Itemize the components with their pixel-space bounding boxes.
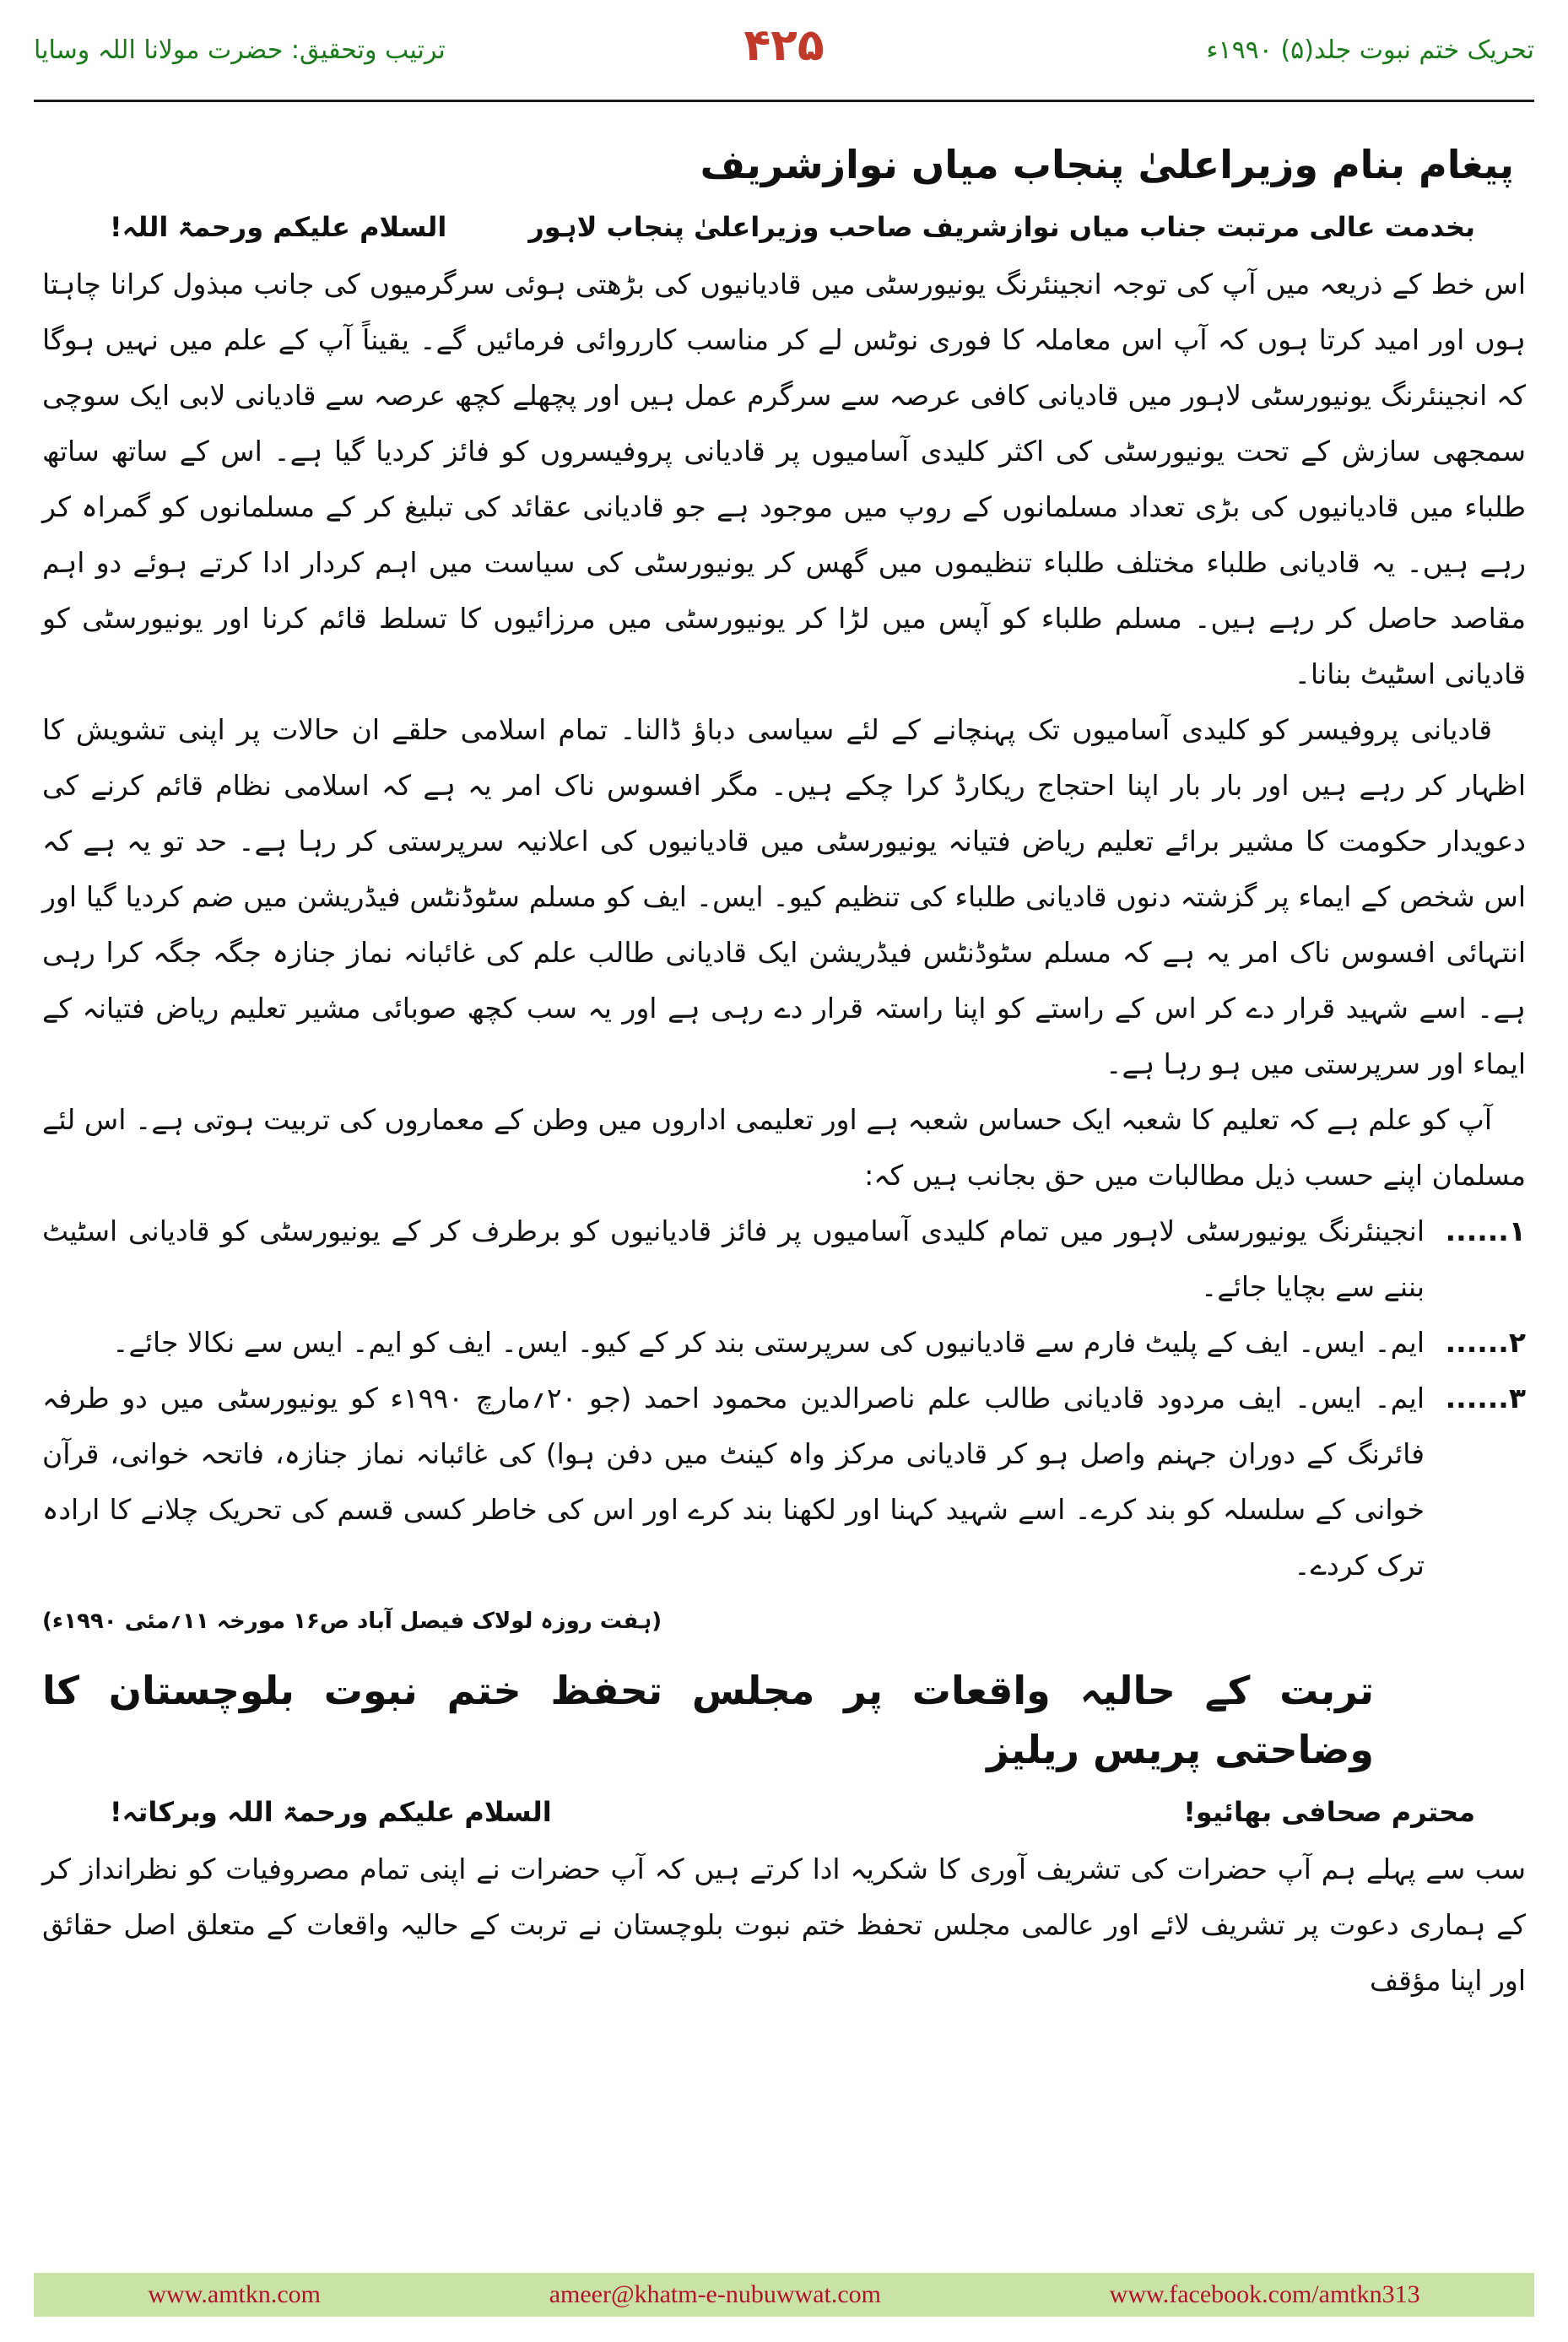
page-content (42, 135, 1526, 2009)
demand-number: ۳...... (1445, 1382, 1526, 1414)
demand-number: ۲...... (1445, 1326, 1526, 1359)
page-footer (34, 2273, 1534, 2317)
letter-paragraph: اس خط کے ذریعہ میں آپ کی توجہ انجینئرنگ یونیورسٹی میں قادیانیوں کی بڑھتی ہوئی سرگرمیوں کی جانب مبذول کرانا چاہتا ہوں اور امید کرتا ہوں کہ آپ اس معاملہ کا فوری نوٹس لے کر مناسب کارروائی فرمائیں گے۔ یقیناً آپ کے علم میں نہیں ہوگا کہ انجینئرنگ یونیورسٹی لاہور میں قادیانی کافی عرصہ سے سرگرم عمل ہیں اور پچھلے کچھ عرصہ سے قادیانی لابی ایک سوچی سمجھی سازش کے تحت یونیورسٹی کی اکثر کلیدی آسامیوں پر قادیانی پروفیسروں کو فائز کردیا گیا ہے۔ اس کے ساتھ ساتھ طلباء میں قادیانیوں کی بڑی تعداد مسلمانوں کے روپ میں موجود ہے جو قادیانی عقائد کی تبلیغ کر کے مسلمانوں کو گمراہ کر رہے ہیں۔ یہ قادیانی طلباء مختلف طلباء تنظیموں میں گھس کر یونیورسٹی کی سیاست میں اہم کردار ادا کرتے ہوئے دو اہم مقاصد حاصل کر رہے ہیں۔ مسلم طلباء کو آپس میں لڑا کر یونیورسٹی میں مرزائیوں کا تسلط قائم کرنا اور یونیورسٹی کو قادیانی اسٹیٹ بنانا۔ (42, 268, 1526, 690)
demand-number: ۱...... (1445, 1214, 1526, 1247)
letter-salutation (42, 203, 1526, 252)
letter-greeting: السلام علیکم ورحمۃ اللہ! (110, 211, 447, 243)
email-link[interactable]: ameer@khatm-e-nubuwwat.com (549, 2280, 881, 2308)
demand-text: ایم۔ ایس۔ ایف مردود قادیانی طالب علم ناصرالدین محمود احمد (جو ۲۰؍مارچ ۱۹۹۰ء کو یونیورسٹی میں دو طرفہ فائرنگ کے دوران جہنم واصل ہو کر قادیانی مرکز واہ کینٹ میں دفن ہوا) کی غائبانہ نماز جنازہ، فاتحہ خوانی، قرآن خوانی کے سلسلہ کو بند کرے۔ اسے شہید کہنا اور لکھنا بند کرے اور اس کی خاطر کسی قسم کی تحریک چلانے کا ارادہ ترک کردے۔ (42, 1382, 1425, 1582)
page-header (34, 20, 1534, 88)
demand-text: انجینئرنگ یونیورسٹی لاہور میں تمام کلیدی آسامیوں پر فائز قادیانیوں کو برطرف کر کے یونیورسٹی کو قادیانی اسٹیٹ بننے سے بچایا جائے۔ (42, 1214, 1425, 1303)
compiler-credit: ترتیب وتحقیق: حضرت مولانا اللہ وسایا (34, 35, 446, 65)
press-greeting: السلام علیکم ورحمۃ اللہ وبرکاتہ! (110, 1796, 552, 1828)
page-number: ۴۲۵ (743, 20, 825, 71)
letter-title: پیغام بنام وزیراعلیٰ پنجاب میاں نوازشریف (700, 142, 1514, 187)
press-address: محترم صحافی بھائیو! (1183, 1796, 1475, 1828)
facebook-link[interactable]: www.facebook.com/amtkn313 (1109, 2280, 1420, 2308)
demand-item (42, 1315, 1526, 1371)
source-citation-row (42, 1593, 1526, 1649)
press-release-title: تربت کے حالیہ واقعات پر مجلس تحفظ ختم نبوت بلوچستان کا وضاحتی پریس ریلیز (42, 1668, 1374, 1772)
book-title: تحریک ختم نبوت جلد(۵) ۱۹۹۰ء (1206, 35, 1534, 65)
demand-item (42, 1371, 1526, 1593)
letter-address: بخدمت عالی مرتبت جناب میاں نوازشریف صاحب وزیراعلیٰ پنجاب لاہور (528, 211, 1475, 243)
letter-paragraph: آپ کو علم ہے کہ تعلیم کا شعبہ ایک حساس شعبہ ہے اور تعلیمی اداروں میں وطن کے معماروں کی تربیت ہوتی ہے۔ اس لئے مسلمان اپنے حسب ذیل مطالبات میں حق بجانب ہیں کہ: (42, 1103, 1526, 1192)
letter-paragraph: قادیانی پروفیسر کو کلیدی آسامیوں تک پہنچانے کے لئے سیاسی دباؤ ڈالنا۔ تمام اسلامی حلقے ان حالات پر اپنی تشویش کا اظہار کر رہے ہیں اور بار بار اپنا احتجاج ریکارڈ کرا چکے ہیں۔ مگر افسوس ناک امر یہ ہے کہ اسلامی نظام قائم کرنے کی دعویدار حکومت کا مشیر برائے تعلیم ریاض فتیانہ یونیورسٹی میں قادیانیوں کی اعلانیہ سرپرستی کر رہا ہے۔ حد تو یہ ہے کہ اس شخص کے ایماء پر گزشتہ دنوں قادیانی طلباء کی تنظیم کیو۔ ایس۔ ایف کو مسلم سٹوڈنٹس فیڈریشن میں ضم کردیا گیا اور انتہائی افسوس ناک امر یہ ہے کہ مسلم سٹوڈنٹس فیڈریشن ایک قادیانی طالب علم کی غائبانہ نماز جنازہ جگہ جگہ کرا رہی ہے۔ اسے شہید قرار دے کر اس کے راستے کو اپنا راستہ قرار دے رہی ہے اور یہ سب کچھ صوبائی مشیر تعلیم ریاض فتیانہ کے ایماء اور سرپرستی میں ہو رہا ہے۔ (42, 713, 1526, 1080)
header-divider (34, 100, 1534, 102)
source-citation: (ہفت روزہ لولاک فیصل آباد ص۱۶ مورخہ ۱۱؍مئی ۱۹۹۰ء) (42, 1609, 662, 1634)
website-link[interactable]: www.amtkn.com (148, 2280, 322, 2308)
press-paragraph: سب سے پہلے ہم آپ حضرات کی تشریف آوری کا شکریہ ادا کرتے ہیں کہ آپ حضرات نے اپنی تمام مصروفیات کو نظرانداز کر کے ہماری دعوت پر تشریف لائے اور عالمی مجلس تحفظ ختم نبوت بلوچستان نے تربت کے حالیہ واقعات کے متعلق اصل حقائق اور اپنا مؤقف (42, 1853, 1526, 1997)
demand-text: ایم۔ ایس۔ ایف کے پلیٹ فارم سے قادیانیوں کی سرپرستی بند کر کے کیو۔ ایس۔ ایف کو ایم۔ ایس سے نکالا جائے۔ (112, 1326, 1425, 1359)
press-salutation (42, 1788, 1526, 1836)
demand-item (42, 1203, 1526, 1315)
